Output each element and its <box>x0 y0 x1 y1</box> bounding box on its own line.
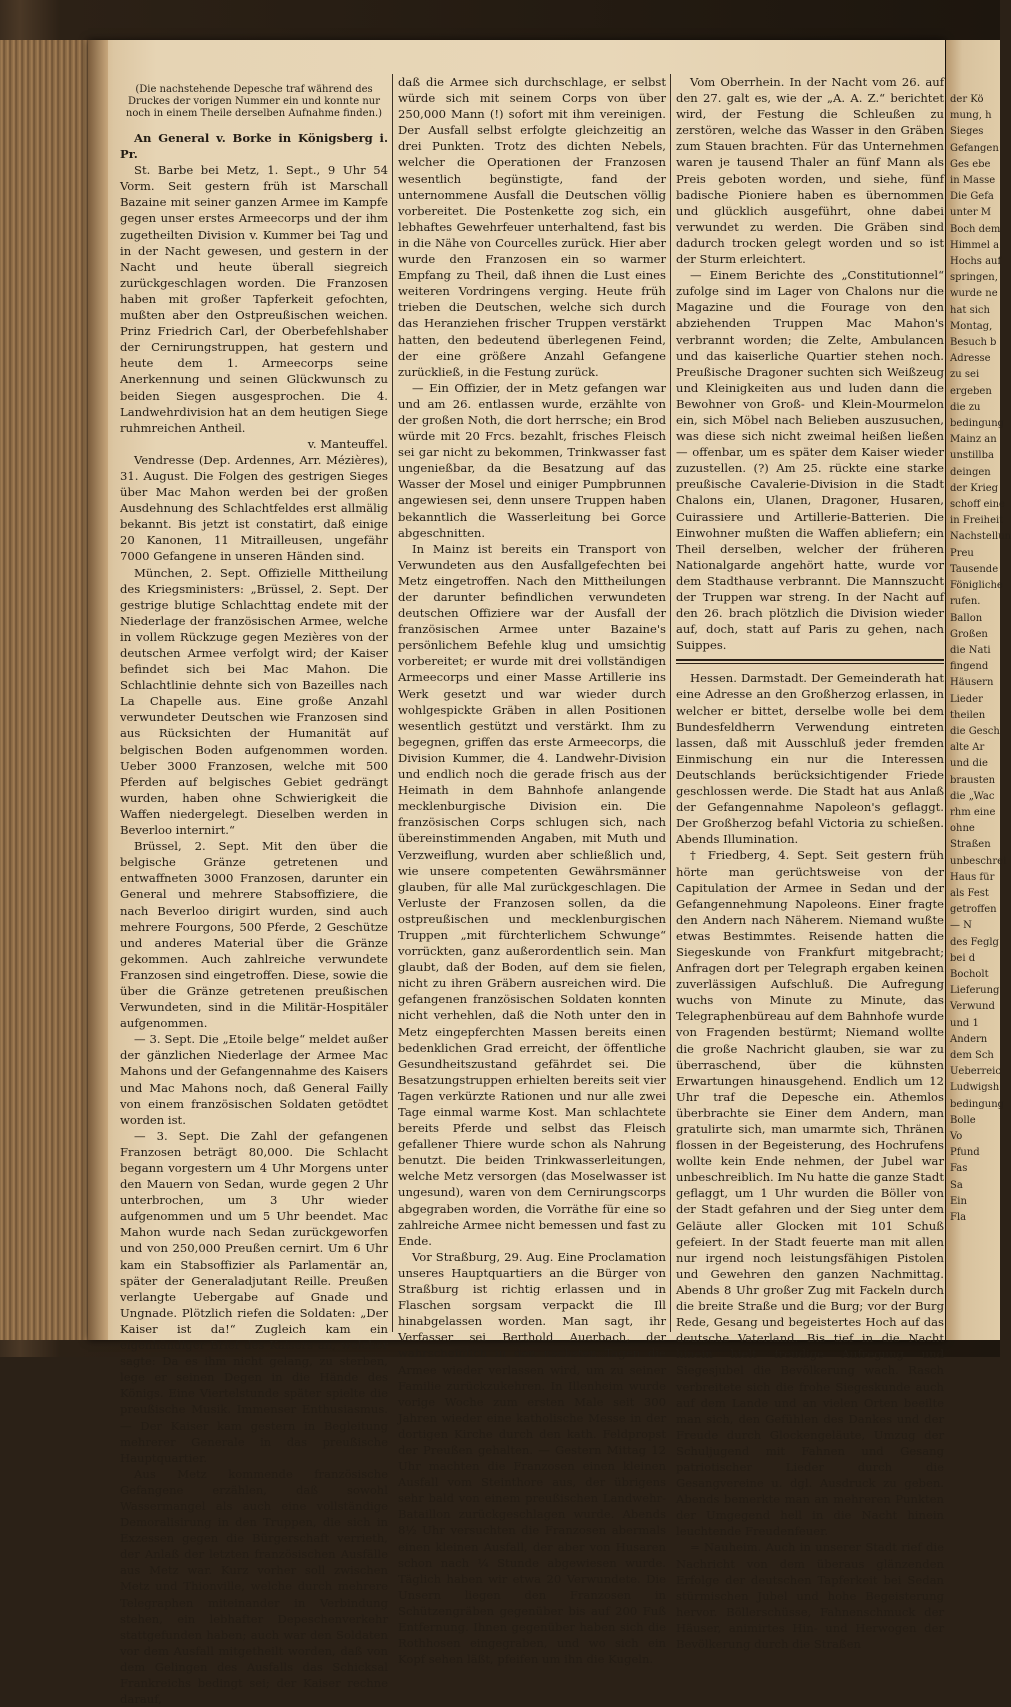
margin-fragment: Verwund <box>950 1001 995 1013</box>
margin-fragment: bedingung <box>950 418 1005 430</box>
dispatch-heading-text: An General v. Borke in Königsberg i. Pr. <box>120 131 388 162</box>
margin-fragment: Lieferung <box>950 985 1000 997</box>
dispatch-heading <box>120 130 388 162</box>
margin-fragment: Adresse <box>950 353 991 365</box>
news-column-2 <box>398 74 666 1667</box>
margin-fragment: Ein <box>950 1195 967 1207</box>
margin-fragment: theilen <box>950 709 986 721</box>
margin-fragment: rhm eine <box>950 806 996 818</box>
margin-fragment: in Masse <box>950 175 996 187</box>
margin-fragment: die „Wac <box>950 790 995 802</box>
margin-fragment: springen, <box>950 272 998 284</box>
margin-fragment: zu sei <box>950 369 980 381</box>
column-rule-2 <box>670 74 671 1332</box>
article-mainz: In Mainz ist bereits ein Transport von Verwundeten aus den Ausfallgefechten bei Metz eingetroffen. Nach den Mittheilungen der darunter befindlichen verwundeten deutschen Offiziere war der Ausfall der französischen Armee unter Bazaine's persönlichem Befehle klug und umsichtig vorbereitet; er wurde mit drei vollständigen Armeecorps und einer Masse Artillerie ins Werk gesetzt und war wieder durch wohlgespickte Gräben in allen Positionen wesentlich gestützt und verstärkt. Ihm zu begegnen, griffen das erste Armeecorps, die Division Kummer, die 4. Landwehr-Division und endlich noch die gerade frisch aus der Heimath in dem Bahnhofe anlangende mecklenburgische Division ein. Die französischen Corps schlugen sich, nach übereinstimmenden Angaben, mit Muth und Verzweiflung, wurden aber schließlich und, wie unsere competenten Gewährsmänner glauben, für alle Mal zurückgeschlagen. Die Verluste der Franzosen sollen, da die ostpreußischen und mecklenburgischen Truppen „mit fürchterlichem Schwunge“ vorrückten, ganz außerordentlich sein. Man glaubt, daß der Boden, auf dem sie fielen, nicht zu ihren Gräbern ausreichen wird. Die gefangenen französischen Soldaten konnten nicht verhehlen, daß die Noth unter den in Metz eingepferchten Massen bereits einen bedenklichen Grad erreicht, der öffentliche Gesundheitszustand gefährdet sei. Die Besatzungstruppen erhielten bereits seit vier Tagen verkürzte Rationen und nur alle zwei Tage einmal warme Kost. Man schlachtete bereits Pferde und selbst das Fleisch gefallener Thiere wurde schon als Nahrung benutzt. Die beiden Trinkwasserleitungen, welche Metz versorgen (das Moselwasser ist ungesund), waren von dem Cernirungscorps abgegraben worden, die Vorräthe für eine so zahlreiche Armee nicht bemessen und fast zu Ende. <box>398 541 666 1248</box>
margin-fragment: der Kö <box>950 94 984 105</box>
margin-fragment: hat sich <box>950 304 990 316</box>
margin-fragment: Großen <box>950 628 988 640</box>
margin-fragment: deingen <box>950 466 991 478</box>
margin-fragment: die Nati <box>950 644 991 656</box>
article-strassburg: Vor Straßburg, 29. Aug. Eine Proclamation unseres Hauptquartiers an die Bürger von Straßburg ist richtig erlassen und in Flaschen sorgsam verpackt die Ill hinabgelassen worden. Man sagt, ihr Verfasser sei Berthold Auerbach, der wahrscheinlich in den nächsten Tagen die Armee wieder verlassen wird, um zu seiner Familie zurückzukehren. In Illenheim wurde vorige Woche zum ersten Male seit 300 Jahren wieder eine katholische Messe in der dortigen Kirche durch den kath. Feldpropst der Preußen gehalten. — Gestern Mittag 12 Uhr machten die Franzosen einen kleinen Ausfall vom Steinthore aus, der übrigens sehr bald von einem preußischen Landwehr-Bataillon zurückgeschlagen wurde. Abends 8½ Uhr versuchten die Franzosen abermals einen kleinen Ausfall, der aber von Husaren schon nach ¼ Stunde abgewiesen wurde. Täglich haben wir etwa 20 Verwundete. Die Unsern liegen den Franzosen in Schützengräben gegenüber bis auf 200 Fuß Entfernung. Ihnen gegenüber haben sich die Rothhosen eingegraben, und wo sich ein Kopf sehen läßt, pfeifen um ihn die Kugeln. <box>398 1249 666 1667</box>
margin-fragment: fingend <box>950 661 989 673</box>
margin-fragment: unstillba <box>950 450 994 462</box>
margin-fragment: die zu <box>950 401 981 413</box>
margin-fragment: Nachstellun <box>950 531 1011 543</box>
margin-fragment: schoff eine <box>950 499 1005 511</box>
margin-fragment: alte Ar <box>950 742 985 754</box>
article-friedberg: † Friedberg, 4. Sept. Seit gestern früh hörte man gerüchtsweise von der Capitulation der Armee in Sedan und der Gefangennehmung Napoleons. Einer fragte den Andern nach Näherem. Niemand wußte etwas Bestimmtes. Reisende hatten die Siegeskunde von Frankfurt mitgebracht; Anfragen dort per Telegraph ergaben keinen zuverlässigen Aufschluß. Die Aufregung wuchs von Minute zu Minute, das Telegraphenbüreau auf dem Bahnhofe wurde von Fragenden bestürmt; Niemand wollte die große Nachricht glauben, sie war zu überraschend, über die kühnsten Erwartungen hinausgehend. Endlich um 12 Uhr traf die Depesche ein. Athemlos überbrachte sie Einer dem Andern, man gratulirte sich, man umarmte sich, Thränen flossen in der Begeisterung, des Hochrufens wollte kein Ende nehmen, der Jubel war unbeschreiblich. Im Nu hatte die ganze Stadt geflaggt, um 1 Uhr wurden die Böller von der Stadt gefahren und der Sieg unter dem Geläute aller Glocken mit 101 Schuß gefeiert. In der Stadt feuerte man mit allen nur irgend noch leistungsfähigen Pistolen und Gewehren den ganzen Nachmittag. Abends 8 Uhr großer Zug mit Fackeln durch die breite Straße und die Burg; vor der Burg Rede, Gesang und begeistertes Hoch auf das deutsche Vaterland. Bis tief in die Nacht hinein hielt freudige Aufregung und Siegesjubel die Bevölkerung wach. Rasch verbreitete sich die frohe Siegeskunde auch auf dem Lande und an vielen Orten beeilte man sich, den Gefühlen des Dankes und der Freude durch Glockengeläute, Umzug der Schuljugend mit Fahnen und Gesang patriotischer Lieder durch die Gesangvereine u. dgl. Ausdruck zu geben. Abends bemerkte man an mehreren Punkten der Umgegend hell in die Nacht hinein leuchtende Freudenfeuer. <box>676 848 944 1539</box>
margin-fragment: ergeben <box>950 385 992 397</box>
margin-fragment: und 1 <box>950 1017 979 1029</box>
article-vendresse: Vendresse (Dep. Ardennes, Arr. Mézières), 31. August. Die Folgen des gestrigen Sieges über Mac Mahon werden bei der großen Ausdehnung des Schlachtfeldes erst allmälig bekannt. Bis jetzt ist constatirt, daß einige 20 Kanonen, 11 Mitrailleusen, ungefähr 7000 Gefangene in unseren Händen sind. <box>120 452 388 564</box>
margin-fragment: Ludwigsh <box>950 1082 1000 1094</box>
margin-fragment: Ges ebe <box>950 158 991 170</box>
margin-fragment: Mainz an <box>950 434 997 446</box>
article-oberrhein: Vom Oberrhein. In der Nacht vom 26. auf den 27. galt es, wie der „A. A. Z.“ berichtet wird, der Festung die Schleußen zu zerstören, welche das Wasser in den Gräben zum Stauen brachten. Für das Unternehmen waren je tausend Thaler an fünf Mann als Preis geboten worden, und siehe, fünf badische Pioniere haben es übernommen und glücklich ausgeführt, ohne dabei verwundet zu werden. Die Gräben sind dadurch trocken gelegt worden und so ist der Sturm erleichtert. <box>676 75 944 267</box>
margin-fragment: Sieges <box>950 126 984 138</box>
section-separator <box>676 659 944 664</box>
article-etoile-belge: — 3. Sept. Die „Etoile belge“ meldet außer der gänzlichen Niederlage der Armee Mac Mahons und der Gefangennahme des Kaisers und Mac Mahons noch, daß General Failly von einem französischen Soldaten getödtet worden ist. <box>120 1032 388 1127</box>
margin-fragment: in Freiheit <box>950 515 1004 527</box>
margin-fragment: Vo <box>950 1131 963 1142</box>
margin-fragment: Ballon <box>950 612 983 624</box>
margin-fragment: des Feglg <box>950 936 999 948</box>
margin-fragment: Häusern <box>950 677 994 689</box>
margin-fragment: bedingung <box>950 1098 1005 1110</box>
margin-fragment: Straßen <box>950 839 991 851</box>
margin-fragment: brausten <box>950 774 996 786</box>
book-binding-page-edges <box>0 40 90 1340</box>
article-metz-dispatch: St. Barbe bei Metz, 1. Sept., 9 Uhr 54 Vorm. Seit gestern früh ist Marschall Bazaine mit seiner ganzen Armee im Kampfe gegen unser erstes Armeecorps und der ihm zugetheilten Division v. Kummer bei Tag und in der Nacht gewesen, und gestern in der Nacht und heute überall siegreich zurückgeschlagen worden. Die Franzosen haben mit großer Tapferkeit gefochten, mußten aber den Ostpreußischen weichen. Prinz Friedrich Carl, der Oberbefehlshaber der Cernirungstruppen, hat gestern und heute dem 1. Armeecorps seine Anerkennung und seinen Glückwunsch zu beiden Siegen ausgesprochen. Die 4. Landwehrdivision hat an dem heutigen Siege ruhmreichen Antheil. <box>120 163 388 435</box>
margin-fragment: als Fest <box>950 887 989 899</box>
adjacent-page-edge <box>946 40 1011 1340</box>
margin-fragment: Andern <box>950 1033 988 1045</box>
article-nauheim: = Nauheim. Auch in unserer Stadt rief die Nachricht von dem überaus glänzenden Erfolge der deutschen Tapferkeit bei Sedan stürmischen Jubel und hohe Begeisterung hervor. Böllerschüsse, Fahnenschmuck der Häuser, animirtes Hin- und Herwogen der Bevölkerung durch die Straßen <box>676 1540 944 1651</box>
margin-fragment: Himmel a <box>950 239 1000 251</box>
margin-fragment: Fla <box>950 1212 967 1224</box>
margin-fragment: Die Gefa <box>950 191 994 203</box>
news-column-3 <box>676 74 944 1651</box>
article-muenchen: München, 2. Sept. Offizielle Mittheilung des Kriegsministers: „Brüssel, 2. Sept. Der gestrige blutige Schlachttag endete mit der Niederlage der französischen Armee, welche in vollem Rückzuge gegen Mezières von der deutschen Armee verfolgt wird; der Kaiser befindet sich bei Mac Mahon. Die Schlachtlinie dehnte sich von Bazeilles nach La Chapelle aus. Eine große Anzahl verwundeter Deutschen wie Franzosen sind aus Rücksichten der Humanität auf belgischen Boden aufgenommen worden. Ueber 3000 Franzosen, welche mit 500 Pferden auf belgisches Gebiet gedrängt wurden, haben ohne Schwierigkeit die Waffen niedergelegt. Dieselben werden in Beverloo internirt.“ <box>120 565 388 838</box>
margin-fragment: Haus für <box>950 871 995 883</box>
margin-fragment: Gefangen <box>950 142 999 154</box>
margin-fragment: mung, h <box>950 110 992 122</box>
margin-fragment: ohne <box>950 823 975 835</box>
margin-fragment: wurde ne <box>950 288 998 300</box>
article-bruessel: Brüssel, 2. Sept. Mit den über die belgische Gränze getretenen und entwaffneten 3000 Franzosen, darunter ein General und mehrere Stabsoffiziere, die nach Beverloo dirigirt wurden, sind auch mehrere Fourgons, 500 Pferde, 2 Geschütze und anderes Material über die Gränze gekommen. Auch zahlreiche verwundete Franzosen sind eingetroffen. Diese, sowie die über die Gränze getretenen preußischen Verwundeten, sind in die Militär-Hospitäler aufgenommen. <box>120 839 388 1031</box>
margin-fragment: Montag, <box>950 320 993 332</box>
margin-fragment: rufen. <box>950 596 981 608</box>
margin-fragment: dem Sch <box>950 1049 994 1061</box>
margin-fragment: Bolle <box>950 1114 976 1126</box>
margin-fragment: bei d <box>950 952 976 964</box>
margin-fragment: Hochs auf <box>950 256 1002 268</box>
margin-fragment: Fas <box>950 1163 968 1175</box>
editor-note: (Die nachstehende Depesche traf während des Druckes der vorigen Nummer ein und konnte nur noch in einem Theile derselben Aufnahme finden.) <box>125 84 383 119</box>
margin-fragment: Lieder <box>950 693 983 705</box>
article-metz-continued: daß die Armee sich durchschlage, er selbst würde sich mit seinem Corps von über 250,000 Mann (!) sofort mit ihm vereinigen. Der Ausfall selbst erfolgte gleichzeitig an drei Punkten. Trotz des dichten Nebels, welcher die Operationen der Franzosen wesentlich begünstigte, fand der unternommene Ausfall die Deutschen völlig vorbereitet. Die Postenkette zog sich, ein lebhaftes Gewehrfeuer unterhaltend, fast bis in die Nähe von Courcelles zurück. Hier aber wurde den Franzosen ein so warmer Empfang zu Theil, daß ihnen die Lust eines weiteren Vordringens verging. Heute früh trieben die Deutschen, welche sich durch das Heranziehen frischer Truppen verstärkt hatten, den bedeutend überlegenen Feind, der eine größere Anzahl Gefangene zurückließ, in die Festung zurück. <box>398 75 666 379</box>
article-gefangene-franzosen: — 3. Sept. Die Zahl der gefangenen Franzosen beträgt 80,000. Die Schlacht begann vorgestern um 4 Uhr Morgens unter den Mauern von Sedan, wurde gegen 2 Uhr unterbrochen, um 3 Uhr wieder aufgenommen und um 5 Uhr beendet. Mac Mahon wurde nach Sedan zurückgeworfen und von 250,000 Preußen cernirt. Um 6 Uhr kam ein Stabsoffizier als Parlamentär an, später der Generaladjutant Reille. Preußen verlangte Uebergabe auf Gnade und Ungnade. Plötzlich riefen die Soldaten: „Der Kaiser ist da!“ Zugleich kam ein eigenhändiger Brief des Kaisers an, welcher sagte: Da es ihm nicht gelang, zu sterben, lege er seinen Degen in die Hände des Königs. Eine Viertelstunde später spielte die preußische Musik. Immenser Enthusiasmus. — Der Kaiser kam gestern in Begleitung mehrerer Generale in das preußische Hauptquartier. <box>120 1128 388 1465</box>
margin-fragment: getroffen <box>950 904 997 916</box>
margin-fragment: und die <box>950 758 988 770</box>
margin-fragment: Ueberreic <box>950 1066 1001 1078</box>
article-aus-metz: Aus Metz kommende französische Gefangene erzählen, daß sowohl Wassermangel als auch eine vollständige Demoralisirung in den Truppen, die sich in Exzessen gegen die Bürgerschaft verrieth, der Anlaß der letzten französischen Ausfälle aus Metz war. Kurz vorher soll zwischen Metz und Thionville, welche durch mehrere Telegraphen miteinander in Verbindung stehen, ein lebhafter Depeschenverkehr stattgefunden haben; auch war den Soldaten vor dem Ausfall mitgetheilt worden, daß von dem Gelingen des Ausfalls das Schicksal Frankreichs bedingt sei; der Kaiser rechne darauf, <box>120 1466 388 1707</box>
margin-fragment: — N <box>950 920 972 932</box>
margin-fragment: die Gesch <box>950 725 1000 737</box>
margin-fragment: Preu <box>950 547 974 559</box>
margin-fragment: unter M <box>950 207 992 219</box>
article-chalons: — Einem Berichte des „Constitutionnel“ zufolge sind im Lager von Chalons nur die Magazine und die Fourage von den abziehenden Truppen Mac Mahon's verbrannt worden; die Zelte, Ambulancen und das kaiserliche Quartier stehen noch. Preußische Dragoner suchten sich Weißzeug und Kleinigkeiten aus und luden dann die Bewohner von Groß- und Klein-Mourmelon ein, sich Möbel nach Belieben auszusuchen, was diese sich nicht zweimal heißen ließen — offenbar, um es später dem Kaiser wieder zuzustellen. (?) Am 25. rückte eine starke preußische Cavalerie-Division in die Stadt Chalons ein, Ulanen, Dragoner, Husaren, Cuirassiere und Artillerie-Batterien. Die Einwohner mußten die Waffen abliefern; ein Theil derselben, welcher der früheren Nationalgarde angehört hatte, wurde vor dem Stadthause verbrannt. Die Mannszucht der Truppen war streng. In der Nacht auf den 26. brach plötzlich die Division wieder auf, doch, statt auf Paris zu gehen, nach Suippes. <box>676 268 944 653</box>
page-gutter <box>88 40 108 1340</box>
news-column-1 <box>120 74 388 1707</box>
margin-fragment: Sa <box>950 1179 963 1191</box>
margin-fragment: der Krieg <box>950 482 999 494</box>
margin-fragment: unbeschrei <box>950 855 1007 867</box>
margin-fragment: Pfund <box>950 1147 980 1159</box>
margin-fragment: Bocholt <box>950 968 989 980</box>
article-offizier-metz: — Ein Offizier, der in Metz gefangen war und am 26. entlassen wurde, erzählte von der großen Noth, die dort herrsche; ein Brod würde mit 20 Frcs. bezahlt, frisches Fleisch sei gar nicht zu bekommen, Trinkwasser fast ungenießbar, da die Besatzung auf das Wasser der Mosel und einiger Pumpbrunnen angewiesen sei, denn unsere Truppen haben bekanntlich die Wasserleitung bei Gorce abgeschnitten. <box>398 380 666 540</box>
column-rule-1 <box>392 74 393 1332</box>
margin-fragment: Boch dem <box>950 223 1001 235</box>
signature-manteuffel: v. Manteuffel. <box>307 436 388 451</box>
margin-fragment: Fönigliche <box>950 580 1003 592</box>
adjacent-page-text-fragments <box>946 40 1011 1226</box>
margin-fragment: Besuch b <box>950 337 997 349</box>
margin-fragment: Tausende <box>950 563 999 575</box>
article-hessen-darmstadt: Hessen. Darmstadt. Der Gemeinderath hat eine Adresse an den Großherzog erlassen, in welcher er bittet, derselbe wolle bei dem Bundesfeldherrn Verwendung eintreten lassen, daß mit Ausschluß jeder fremden Einmischung ein nur die Interessen Deutschlands berücksichtigender Friede geschlossen werde. Die Stadt hat aus Anlaß der Gefangennahme Napoleon's geflaggt. Der Großherzog befahl Victoria zu schießen. Abends Illumination. <box>676 671 944 847</box>
